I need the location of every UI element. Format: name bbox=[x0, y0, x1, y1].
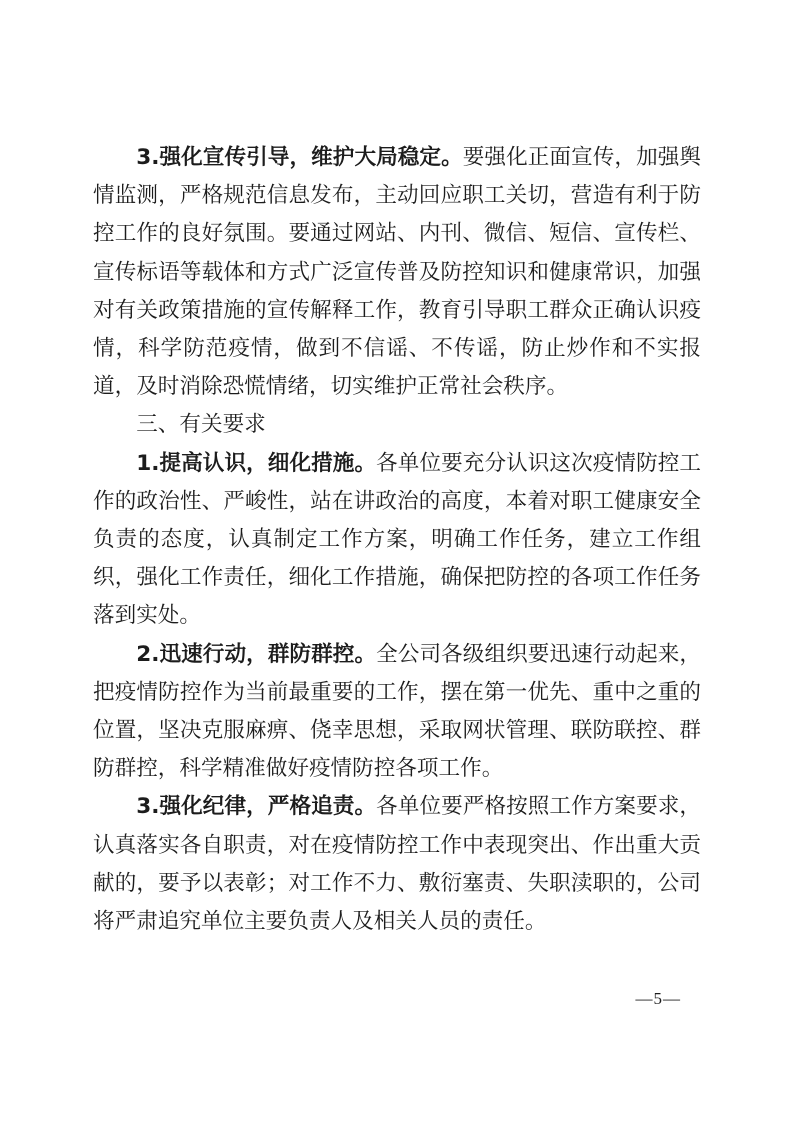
paragraph-lead: 3.强化宣传引导，维护大局稳定。 bbox=[136, 145, 463, 170]
document-body bbox=[93, 139, 701, 941]
paragraph-lead: 3.强化纪律，严格追责。 bbox=[136, 794, 377, 820]
paragraph-text: 要强化正面宣传，加强舆情监测，严格规范信息发布，主动回应职工关切，营造有利于防控工作的良好氛围。要通过网站、内刊、微信、短信、宣传栏、宣传标语等载体和方式广泛宣传普及防控知识和健康常识，加强对有关政策措施的宣传解释工作，教育引导职工群众正确认识疫情，科学防范疫情，做到不信谣、不传谣，防止炒作和不实报道，及时消除恐慌情绪，切实维护正常社会秩序。 bbox=[93, 145, 701, 400]
section-heading bbox=[93, 406, 701, 444]
paragraph-lead: 2.迅速行动，群防群控。 bbox=[136, 641, 377, 667]
paragraph bbox=[93, 788, 701, 941]
section-heading-text: 三、有关要求 bbox=[136, 412, 266, 438]
paragraph bbox=[93, 445, 701, 636]
paragraph bbox=[93, 636, 701, 789]
paragraph bbox=[93, 139, 701, 406]
paragraph-text: 各单位要严格按照工作方案要求，认真落实各自职责，对在疫情防控工作中表现突出、作出重大贡献的，要予以表彰；对工作不力、敷衍塞责、失职渎职的，公司将严肃追究单位主要负责人及相关人员的责任。 bbox=[93, 794, 701, 935]
paragraph-lead: 1.提高认识，细化措施。 bbox=[136, 450, 377, 476]
paragraph-text: 全公司各级组织要迅速行动起来，把疫情防控作为当前最重要的工作，摆在第一优先、重中之重的位置，坚决克服麻痹、侥幸思想，采取网状管理、联防联控、群防群控，科学精准做好疫情防控各项工作。 bbox=[93, 641, 701, 782]
page-number: —5— bbox=[635, 989, 681, 1008]
paragraph-text: 各单位要充分认识这次疫情防控工作的政治性、严峻性，站在讲政治的高度，本着对职工健康安全负责的态度，认真制定工作方案，明确工作任务，建立工作组织，强化工作责任，细化工作措施，确保把防控的各项工作任务落到实处。 bbox=[93, 450, 701, 629]
